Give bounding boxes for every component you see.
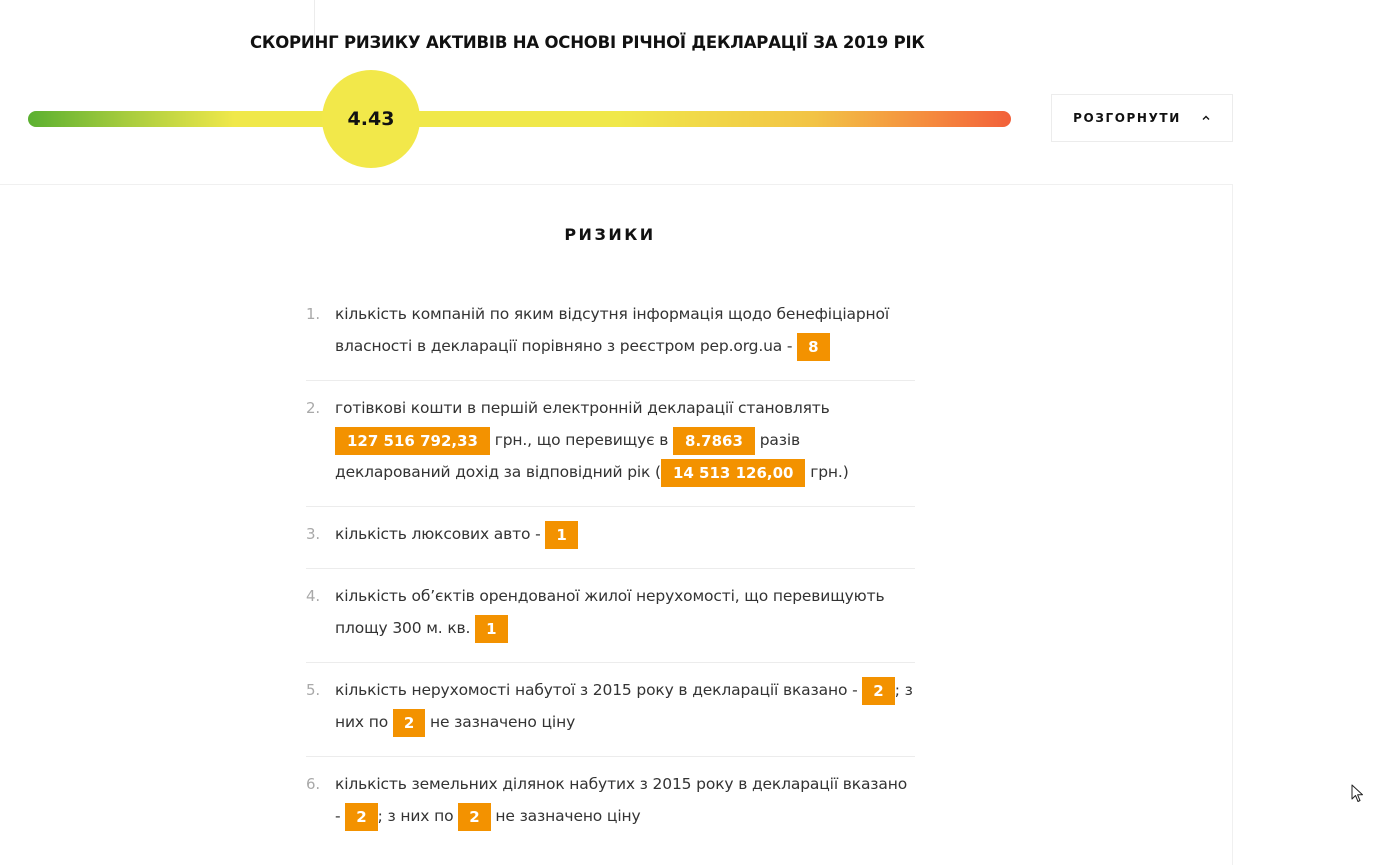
mouse-pointer-icon [1351, 784, 1365, 804]
risk-text: кількість люксових авто - [335, 525, 541, 543]
risk-text: не зазначено ціну [430, 713, 576, 731]
chevron-up-icon [1201, 113, 1211, 123]
risk-item [306, 298, 915, 380]
risk-number: 5. [306, 681, 321, 699]
risk-number: 3. [306, 525, 321, 543]
risk-value-badge: 2 [458, 803, 490, 831]
risk-text: кількість нерухомості набутої з 2015 року в декларації вказано - [335, 681, 858, 699]
risk-text: кількість об’єктів орендованої жилої нерухомості, що перевищують площу 300 м. кв. [335, 587, 885, 637]
risk-item [306, 380, 915, 506]
risk-item [306, 506, 915, 568]
risk-value-badge: 1 [475, 615, 507, 643]
risk-value-badge: 8.7863 [673, 427, 755, 455]
risk-text: ; з них по [377, 807, 454, 825]
risk-value-badge: 8 [797, 333, 829, 361]
risk-text: грн.) [810, 463, 849, 481]
risk-number: 6. [306, 775, 321, 793]
risk-item [306, 568, 915, 662]
risk-score-indicator [322, 70, 420, 168]
risk-value-badge: 2 [862, 677, 894, 705]
risk-number: 4. [306, 587, 321, 605]
risk-score-value: 4.43 [347, 108, 395, 130]
risk-text: кількість компаній по яким відсутня інформація щодо бенефіціарної власності в декларації порівняно з реєстром pep.org.ua - [335, 305, 890, 355]
risk-text: ; з них по [335, 681, 913, 731]
risk-item [306, 756, 915, 850]
scoring-title: СКОРИНГ РИЗИКУ АКТИВІВ НА ОСНОВІ РІЧНОЇ ДЕКЛАРАЦІЇ ЗА 2019 РІК [250, 33, 925, 52]
risk-item [306, 662, 915, 756]
risk-number: 2. [306, 399, 321, 417]
risk-list [306, 298, 915, 850]
risk-value-badge: 14 513 126,00 [661, 459, 806, 487]
risk-text: готівкові кошти в першій електронній декларації становлять [335, 399, 830, 417]
risk-value-badge: 1 [545, 521, 577, 549]
risk-text: не зазначено ціну [495, 807, 641, 825]
risk-text: кількість земельних ділянок набутих з 2015 року в декларації вказано - [335, 775, 908, 825]
risk-number: 1. [306, 305, 321, 323]
risk-value-badge: 127 516 792,33 [335, 427, 490, 455]
risk-text: грн., що перевищує в [494, 431, 669, 449]
risk-score-scale [28, 111, 1011, 127]
risk-value-badge: 2 [393, 709, 425, 737]
risk-value-badge: 2 [345, 803, 377, 831]
risks-title: РИЗИКИ [564, 225, 656, 244]
expand-button-label: РОЗГОРНУТИ [1073, 111, 1181, 125]
expand-button[interactable] [1051, 94, 1233, 142]
risk-text: разів декларований дохід за відповідний рік ( [335, 431, 800, 481]
